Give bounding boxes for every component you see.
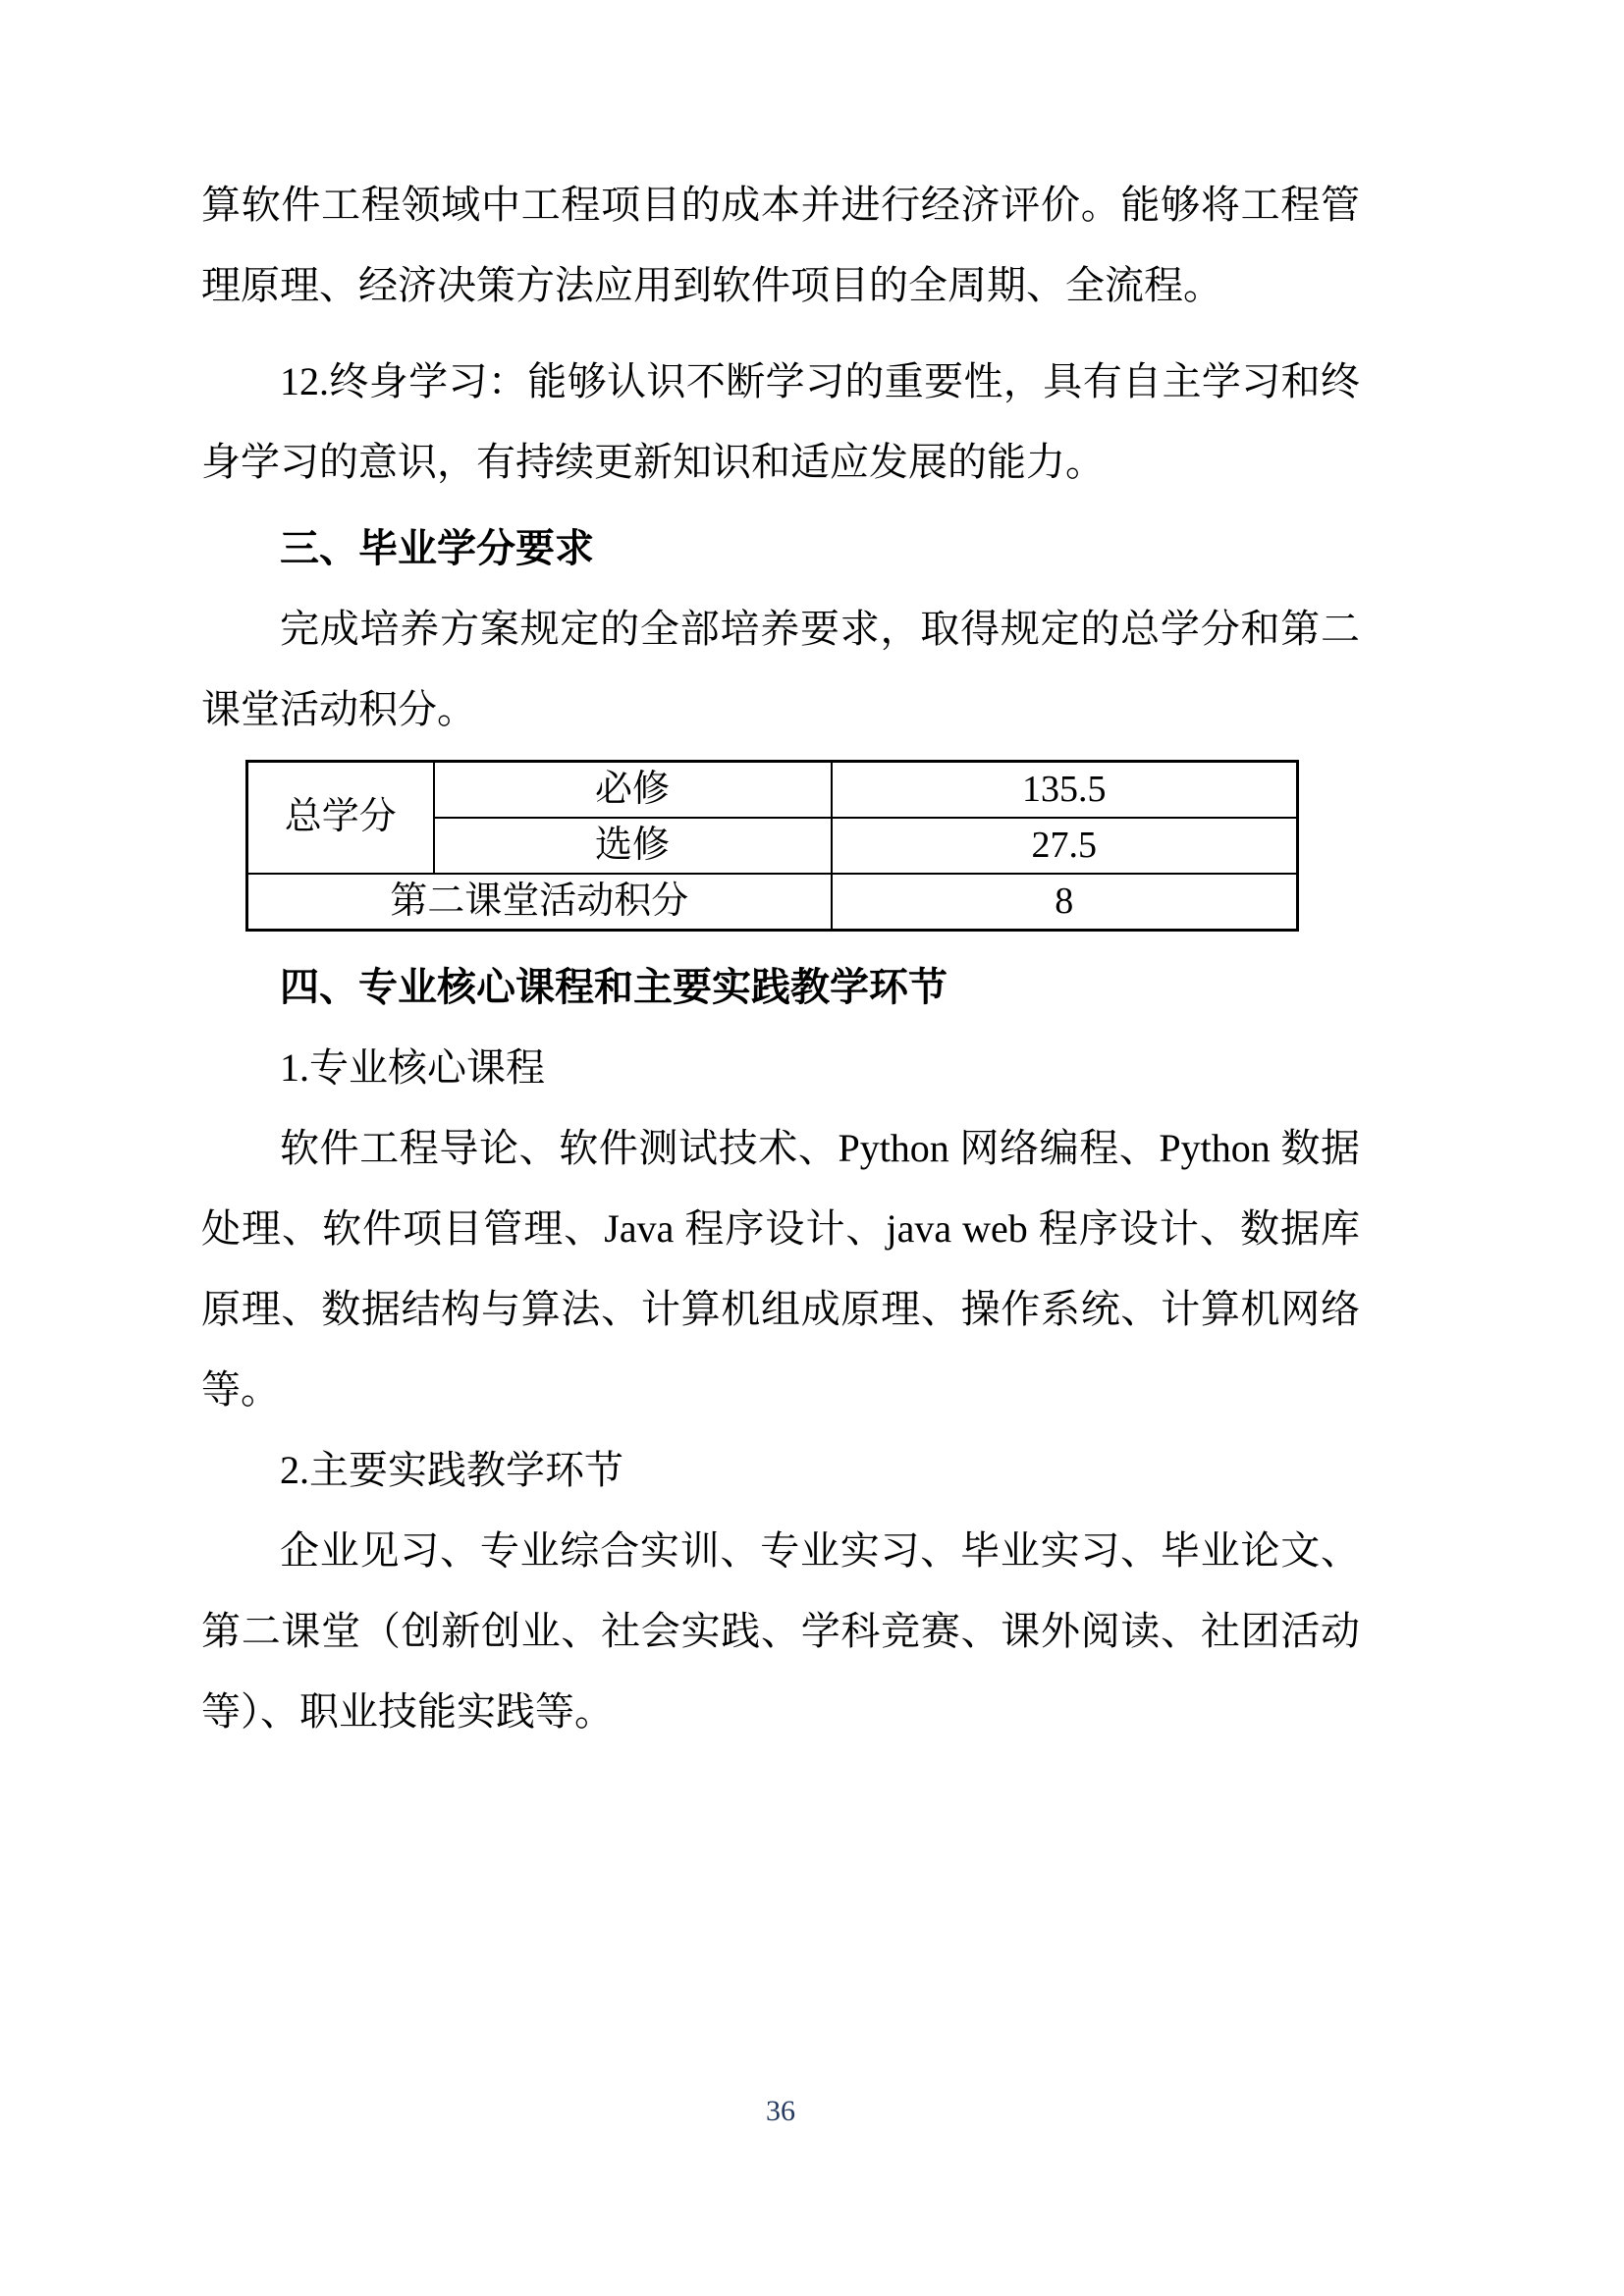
cell-second-classroom-value: 8 — [832, 874, 1298, 931]
paragraph-core-courses-title: 1.专业核心课程 — [280, 1045, 545, 1090]
table-row — [247, 874, 1298, 931]
credit-requirements-table — [245, 760, 1299, 932]
paragraph-practice-list: 企业见习、专业综合实训、专业实习、毕业实习、毕业论文、第二课堂（创新创业、社会实践、学科竞赛、课外阅读、社团活动等）、职业技能实践等。 — [201, 1528, 1360, 1734]
document-content — [201, 165, 1360, 1752]
table-row — [247, 762, 1298, 819]
cell-total-credits-label: 总学分 — [247, 762, 434, 875]
cell-second-classroom-label: 第二课堂活动积分 — [247, 874, 832, 931]
paragraph-practice-title: 2.主要实践教学环节 — [280, 1448, 623, 1492]
paragraph-section3-intro: 完成培养方案规定的全部培养要求，取得规定的总学分和第二课堂活动积分。 — [201, 607, 1360, 731]
cell-elective-value: 27.5 — [832, 818, 1298, 874]
paragraph-economic-evaluation: 算软件工程领域中工程项目的成本并进行经济评价。能够将工程管理原理、经济决策方法应用到软件项目的全周期、全流程。 — [201, 183, 1360, 307]
heading-section3-graduation-credits: 三、毕业学分要求 — [280, 526, 594, 570]
page-number: 36 — [766, 2095, 795, 2127]
cell-required-label: 必修 — [434, 762, 832, 819]
heading-section4-core-courses: 四、专业核心课程和主要实践教学环节 — [280, 965, 947, 1009]
cell-required-value: 135.5 — [832, 762, 1298, 819]
paragraph-core-courses-list: 软件工程导论、软件测试技术、Python 网络编程、Python 数据处理、软件项目管理、Java 程序设计、java web 程序设计、数据库原理、数据结构与算法、计算机组成原理、操作系统、计算机网络等。 — [201, 1126, 1360, 1412]
paragraph-item12-lifelong-learning: 12.终身学习：能够认识不断学习的重要性，具有自主学习和终身学习的意识，有持续更新知识和适应发展的能力。 — [201, 359, 1360, 484]
cell-elective-label: 选修 — [434, 818, 832, 874]
